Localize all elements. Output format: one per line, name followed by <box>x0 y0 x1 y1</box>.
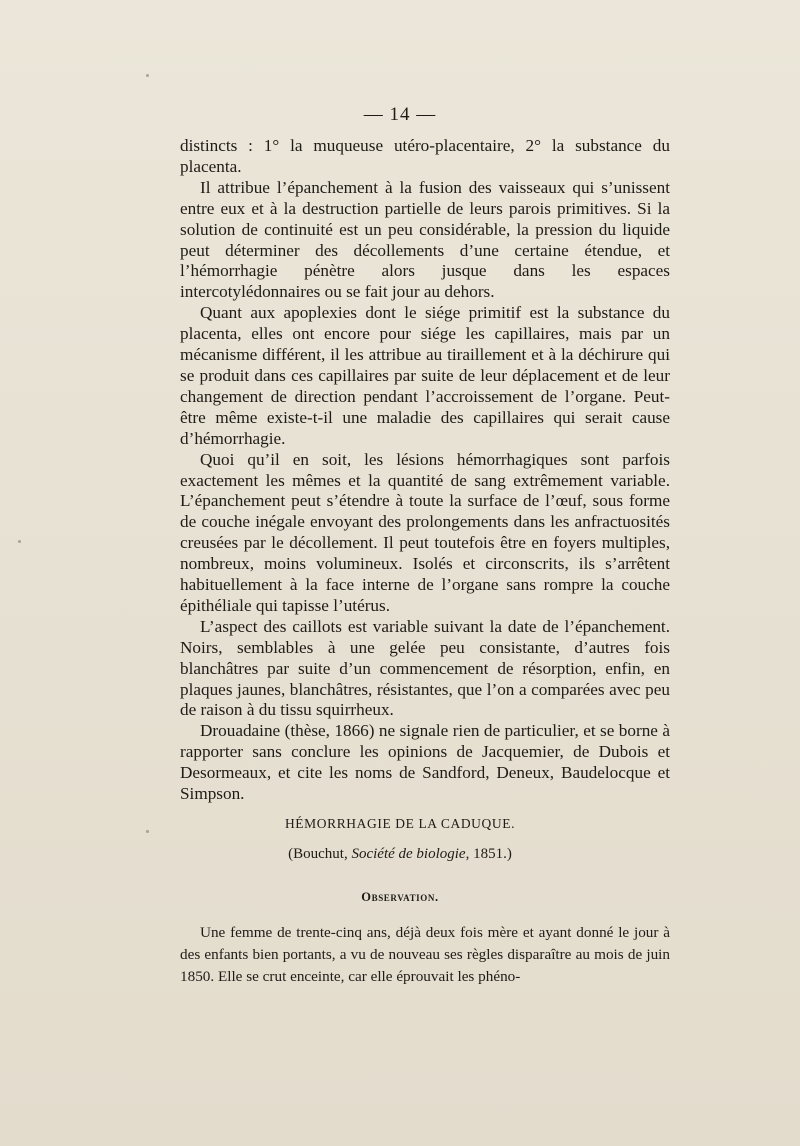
observation-title: Observation. <box>361 890 439 904</box>
source-author: (Bouchut, <box>288 846 348 862</box>
source-citation <box>0 846 800 863</box>
paper-speck <box>18 540 21 543</box>
paragraph-3: Quant aux apoplexies dont le siége primitif est la substance du placenta, elles ont encore pour siége les capillaires, mais par un mécanisme différent, il les attribue au tiraillement et à la déchirure qui se produit dans ces capillaires par suite de leur déplacement et de leur changement de direction pendant l’accroissement de l’organe. Peut-être même existe-t-il une maladie des capillaires qui serait cause d’hémorrhagie. <box>180 303 670 448</box>
section-title: HÉMORRHAGIE DE LA CADUQUE. <box>284 816 516 831</box>
source-journal: Société de biologie <box>351 846 466 862</box>
page-number: — 14 — <box>363 104 437 125</box>
paragraph-6: Drouadaine (thèse, 1866) ne signale rien de particulier, et se borne à rapporter sans conclure les opinions de Jacquemier, de Dubois et Desormeaux, et cite les noms de Sandford, Deneux, Baudelocque et Simpson. <box>180 721 670 804</box>
paragraph-1: distincts : 1° la muqueuse utéro-placentaire, 2° la substance du placenta. <box>180 136 670 176</box>
body-text <box>180 136 670 805</box>
source-year: , 1851.) <box>465 846 512 862</box>
paragraph-2: Il attribue l’épanchement à la fusion des vaisseaux qui s’unissent entre eux et à la destruction partielle de leurs parois primitives. Si la solution de continuité est un peu considérable, la pression du liquide peut déterminer des décollements d’une certaine étendue, et l’hémorrhagie pénètre alors jusque dans les espaces intercotylédonnaires ou se fait jour au dehors. <box>180 177 670 302</box>
observation-text <box>180 922 670 988</box>
paper-speck <box>146 74 149 77</box>
paragraph-4: Quoi qu’il en soit, les lésions hémorrhagiques sont parfois exactement les mêmes et la quantité de sang extrêmement variable. L’épanchement peut s’étendre à toute la surface de l’œuf, sous forme de couche inégale envoyant des prolongements dans les anfractuosités creusées par le décollement. Il peut toutefois être en foyers multiples, nombreux, moins volumineux. Isolés et circonscrits, ils s’arrêtent habituellement à la face interne de l’organe sans rompre la couche épithéliale qui tapisse l’utérus. <box>180 449 670 615</box>
observation-paragraph: Une femme de trente-cinq ans, déjà deux fois mère et ayant donné le jour à des enfants bien portants, a vu de nouveau ses règles disparaître au mois de juin 1850. Elle se crut enceinte, car elle éprouvait les phéno- <box>180 924 670 985</box>
paragraph-5: L’aspect des caillots est variable suivant la date de l’épanchement. Noirs, semblables à une gelée peu consistante, d’autres fois blanchâtres par suite d’un commencement de résorption, enfin, en plaques jaunes, blanchâtres, résistantes, que l’on a comparées avec peu de raison à du tissu squirrheux. <box>180 616 670 720</box>
paper-speck <box>146 830 149 833</box>
